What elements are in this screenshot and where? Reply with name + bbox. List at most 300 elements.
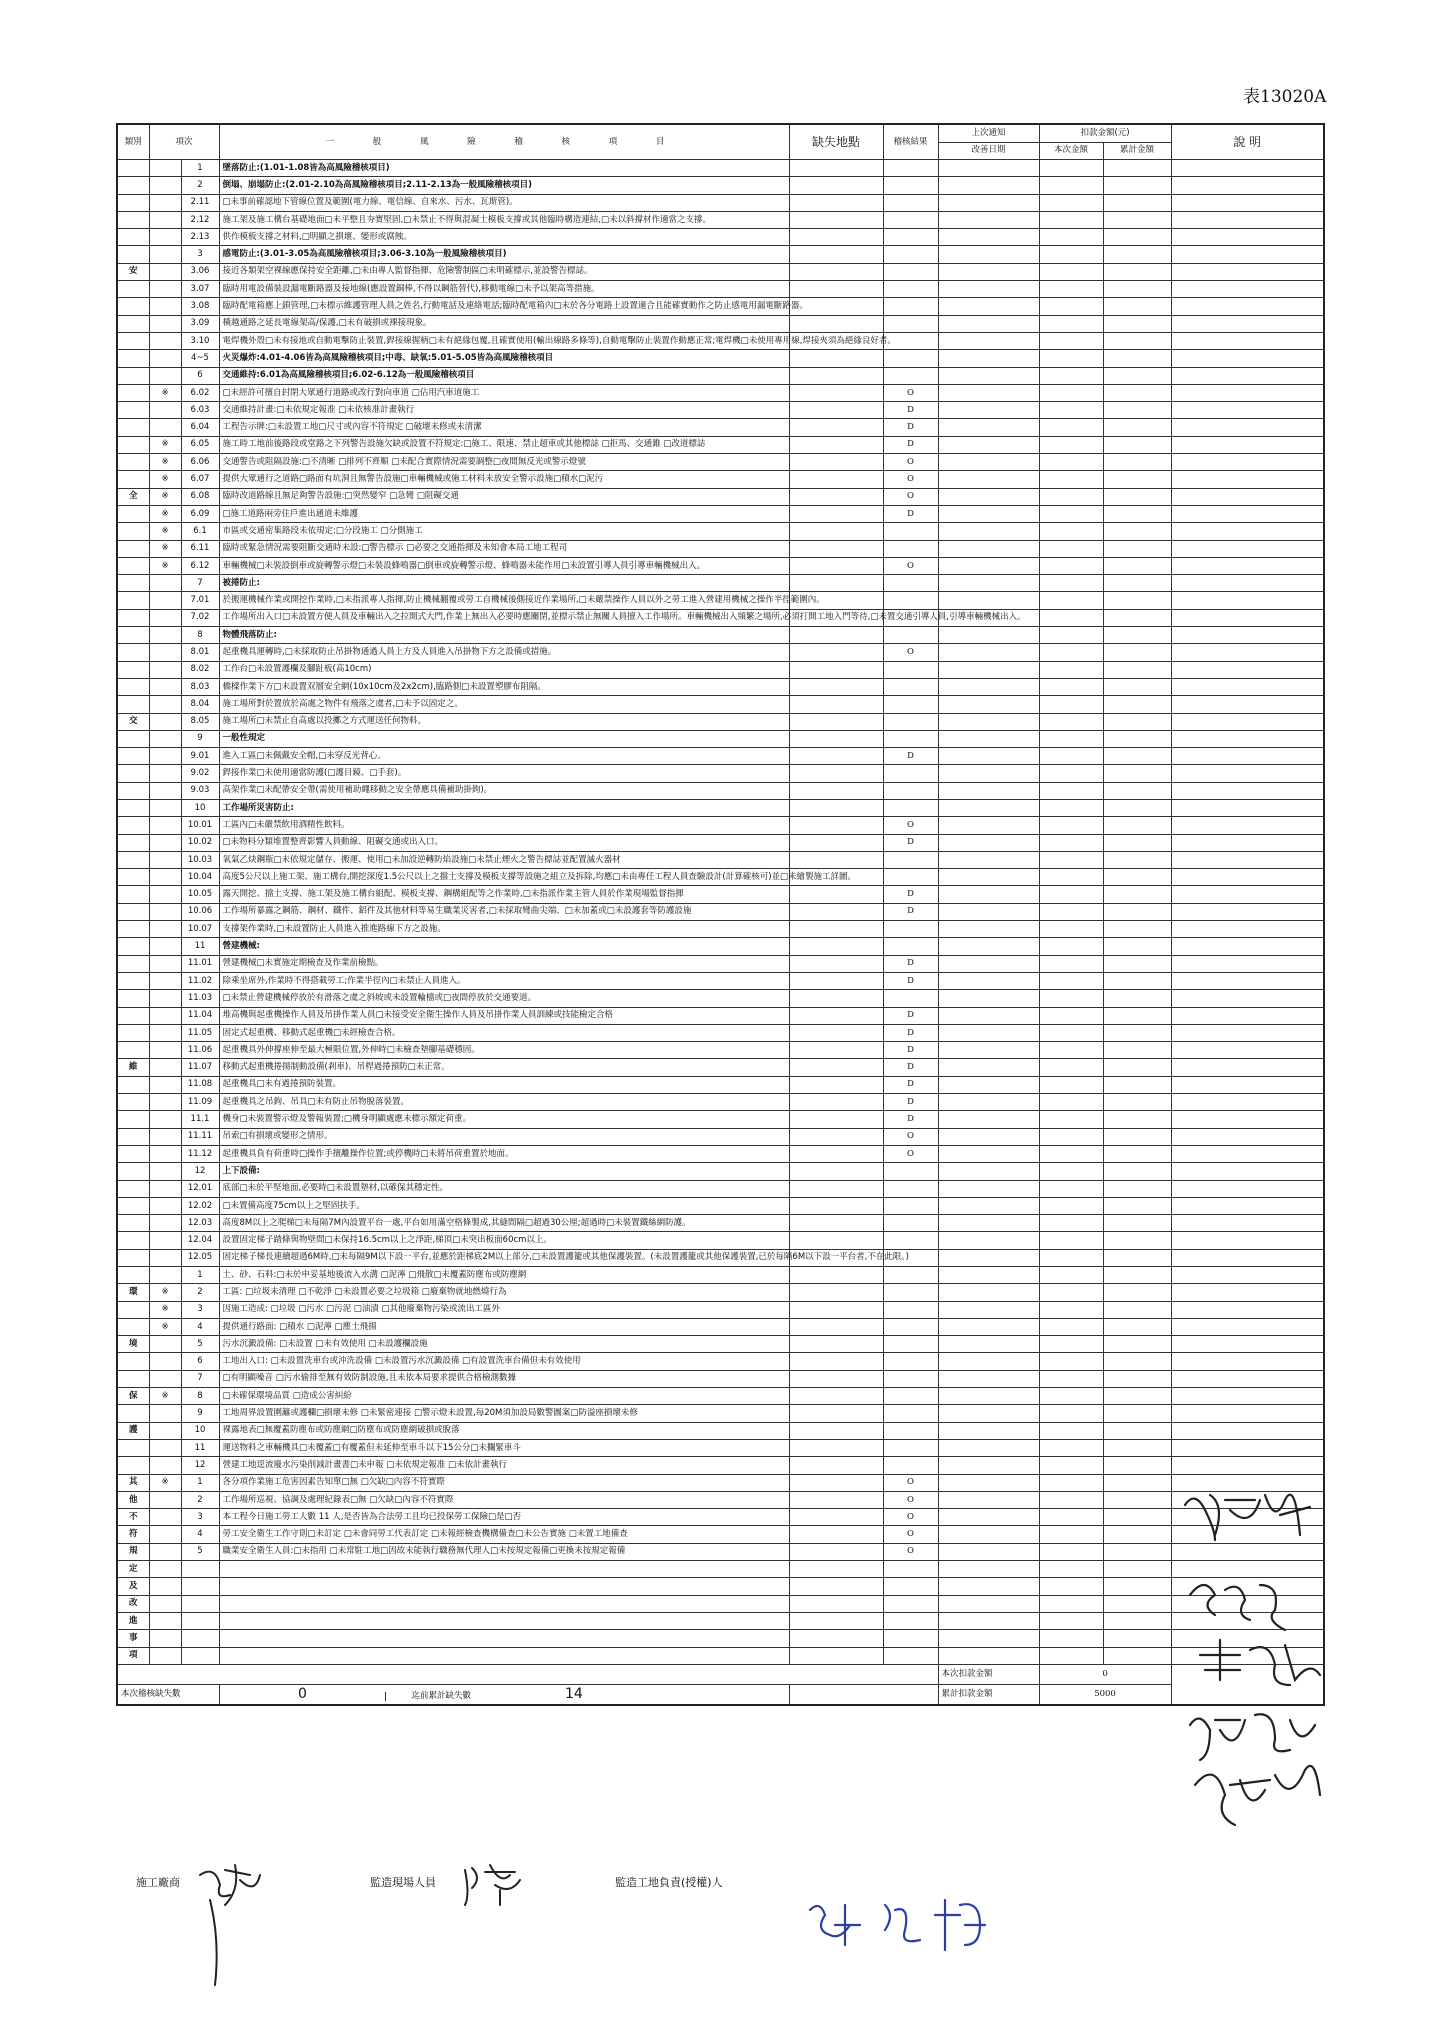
item-text-cell: 工作場所巡視、協調及處理紀錄表□無 □欠缺□內容不符實際 (219, 1491, 789, 1508)
defect-location-cell (789, 384, 883, 401)
this-amount-cell (1039, 1024, 1103, 1041)
mark-cell (149, 990, 181, 1007)
category-cell: 他 (117, 1491, 149, 1508)
item-code-cell: 11.07 (181, 1059, 219, 1076)
defect-location-cell (789, 246, 883, 263)
item-code-cell: 9.02 (181, 765, 219, 782)
category-cell: 事 (117, 1630, 149, 1647)
table-row (117, 263, 1324, 280)
improve-date-cell (938, 817, 1039, 834)
item-text-cell (219, 1561, 789, 1578)
item-text-cell: 露天開挖、擋土支撐、施工架及施工構台組配、模板支撐、鋼構組配等之作業時,□未指派作業主管人員於作業現場監督指揮 (219, 886, 789, 903)
audit-result-cell (883, 1561, 938, 1578)
defect-location-cell (789, 1388, 883, 1405)
category-cell (117, 1094, 149, 1111)
audit-result-cell (883, 1353, 938, 1370)
category-cell (117, 921, 149, 938)
improve-date-cell (938, 1145, 1039, 1162)
table-row (117, 229, 1324, 246)
item-code-cell: 11.01 (181, 955, 219, 972)
this-amount-cell (1039, 229, 1103, 246)
this-amount-cell (1039, 1249, 1103, 1266)
cumulative-amount-cell (1103, 730, 1171, 747)
cumulative-amount-cell (1103, 263, 1171, 280)
item-code-cell (181, 1578, 219, 1595)
defect-location-cell (789, 454, 883, 471)
improve-date-cell (938, 419, 1039, 436)
audit-result-cell (883, 281, 938, 298)
category-cell (117, 332, 149, 349)
improve-date-cell (938, 471, 1039, 488)
defect-location-cell (789, 402, 883, 419)
remarks-cell (1171, 471, 1324, 488)
this-amount-cell (1039, 1145, 1103, 1162)
mark-cell: ※ (149, 471, 181, 488)
category-cell (117, 1197, 149, 1214)
header-category: 類別 (117, 124, 149, 160)
improve-date-cell (938, 1439, 1039, 1456)
item-text-cell: 起重機具運轉時,□未採取防止吊掛物通過人員上方及人員進入吊掛物下方之設備或措施。 (219, 644, 789, 661)
defect-location-cell (789, 350, 883, 367)
table-row (117, 1578, 1324, 1595)
audit-result-cell: O (883, 817, 938, 834)
improve-date-cell (938, 1561, 1039, 1578)
this-amount-cell (1039, 1007, 1103, 1024)
item-code-cell: 6.07 (181, 471, 219, 488)
item-code-cell: 6.03 (181, 402, 219, 419)
remarks-cell (1171, 315, 1324, 332)
item-text-cell: 銲接作業□未使用適當防護(□護目鏡、□手套)。 (219, 765, 789, 782)
cumulative-amount-cell (1103, 229, 1171, 246)
contractor-signature (190, 1860, 270, 1990)
header-item: 項次 (149, 124, 219, 160)
improve-date-cell (938, 1388, 1039, 1405)
defect-location-cell (789, 229, 883, 246)
improve-date-cell (938, 281, 1039, 298)
mark-cell (149, 1007, 181, 1024)
improve-date-cell (938, 298, 1039, 315)
category-cell (117, 938, 149, 955)
cumulative-amount-cell (1103, 886, 1171, 903)
item-code-cell: 6 (181, 1353, 219, 1370)
mark-cell (149, 765, 181, 782)
table-row (117, 1405, 1324, 1422)
remarks-cell (1171, 1215, 1324, 1232)
remarks-cell (1171, 1336, 1324, 1353)
defect-location-cell (789, 1215, 883, 1232)
header-this-amount: 本次金額 (1039, 142, 1103, 160)
this-deduction-value: 0 (1039, 1664, 1171, 1684)
cumulative-amount-cell (1103, 1405, 1171, 1422)
header-row (117, 124, 1324, 142)
table-row (117, 678, 1324, 695)
audit-result-cell (883, 246, 938, 263)
audit-result-cell: D (883, 834, 938, 851)
audit-result-cell (883, 1336, 938, 1353)
audit-result-cell (883, 1439, 938, 1456)
cumulative-amount-cell (1103, 350, 1171, 367)
table-row (117, 436, 1324, 453)
header-defect-location: 缺失地點 (789, 124, 883, 160)
item-code-cell: 8.05 (181, 713, 219, 730)
item-code-cell: 6.06 (181, 454, 219, 471)
improve-date-cell (938, 627, 1039, 644)
this-amount-cell (1039, 557, 1103, 574)
remarks-cell (1171, 765, 1324, 782)
cumulative-amount-cell (1103, 315, 1171, 332)
this-amount-cell (1039, 1630, 1103, 1647)
mark-cell (149, 160, 181, 177)
this-amount-cell (1039, 1422, 1103, 1439)
item-code-cell: 11.04 (181, 1007, 219, 1024)
defect-location-cell (789, 1457, 883, 1474)
defect-location-cell (789, 436, 883, 453)
cumulative-amount-cell (1103, 955, 1171, 972)
item-text-cell: 設置固定梯子踏條與物壁間□未保持16.5cm以上之淨距,梯頂□未突出板面60cm以上。 (219, 1232, 789, 1249)
item-text-cell: 移動式起重機捲揚制動設備(剎車)、吊桿過捲預防□未正常。 (219, 1059, 789, 1076)
this-amount-cell (1039, 903, 1103, 920)
mark-cell (149, 1491, 181, 1508)
audit-result-cell (883, 1422, 938, 1439)
item-text-cell: 工地周界設置圍籬或護欄□損壞未修 □未緊密連接 □警示燈未設置,每20M須加設局數警圖案□防溢座損壞未修 (219, 1405, 789, 1422)
mark-cell (149, 1336, 181, 1353)
mark-cell (149, 1370, 181, 1387)
table-row (117, 938, 1324, 955)
item-code-cell: 6.02 (181, 384, 219, 401)
audit-result-cell (883, 1232, 938, 1249)
defect-location-cell (789, 1111, 883, 1128)
audit-result-cell (883, 575, 938, 592)
improve-date-cell (938, 1111, 1039, 1128)
item-text-cell: 交通警告或阻隔設施:□不清晰 □排列不齊順 □未配合實際情況需要調整□夜間無反光或警示燈號 (219, 454, 789, 471)
defect-location-cell (789, 367, 883, 384)
this-amount-cell (1039, 1561, 1103, 1578)
item-code-cell: 2.12 (181, 211, 219, 228)
item-code-cell: 6.05 (181, 436, 219, 453)
defect-location-cell (789, 765, 883, 782)
cumulative-amount-cell (1103, 661, 1171, 678)
mark-cell (149, 1180, 181, 1197)
category-cell (117, 281, 149, 298)
item-text-cell: □未經許可擅自封閉大眾通行道路或改行對向車道 □佔用汽車道施工 (219, 384, 789, 401)
audit-result-cell (883, 1388, 938, 1405)
audit-result-cell: O (883, 1526, 938, 1543)
item-code-cell: 11.08 (181, 1076, 219, 1093)
category-cell (117, 1405, 149, 1422)
audit-result-cell: O (883, 1474, 938, 1491)
defect-location-cell (789, 1180, 883, 1197)
item-code-cell: 7.02 (181, 609, 219, 626)
category-cell (117, 540, 149, 557)
mark-cell (149, 869, 181, 886)
audit-result-cell (883, 1370, 938, 1387)
improve-date-cell (938, 1405, 1039, 1422)
remarks-cell (1171, 1353, 1324, 1370)
header-remarks: 說 明 (1171, 124, 1324, 160)
item-text-cell: 氧氣乙炔鋼瓶□未依規定儲存、搬運、使用□未加設逆轉防焰設施□未禁止煙火之警告標誌並配置滅火器材 (219, 851, 789, 868)
mark-cell (149, 972, 181, 989)
cumulative-amount-cell (1103, 281, 1171, 298)
mark-cell (149, 955, 181, 972)
cumulative-amount-cell (1103, 1422, 1171, 1439)
item-code-cell: 4 (181, 1526, 219, 1543)
remarks-cell (1171, 350, 1324, 367)
audit-result-cell (883, 1163, 938, 1180)
defect-location-cell (789, 1370, 883, 1387)
table-row (117, 557, 1324, 574)
item-text-cell: 施工場所對於置放於高處之物件有飛落之虞者,□未予以固定之。 (219, 696, 789, 713)
audit-result-cell: O (883, 471, 938, 488)
table-row (117, 1336, 1324, 1353)
audit-result-cell (883, 592, 938, 609)
audit-result-cell (883, 298, 938, 315)
improve-date-cell (938, 229, 1039, 246)
table-row (117, 211, 1324, 228)
item-text-cell: 營建機械: (219, 938, 789, 955)
improve-date-cell (938, 592, 1039, 609)
audit-result-cell: O (883, 384, 938, 401)
mark-cell (149, 1249, 181, 1266)
category-cell (117, 765, 149, 782)
mark-cell (149, 1215, 181, 1232)
table-row (117, 1612, 1324, 1629)
category-cell (117, 575, 149, 592)
item-text-cell: 工區: □垃圾未清理 □不乾淨 □未設置必要之垃圾箱 □廢棄物就地燃燒行為 (219, 1284, 789, 1301)
defect-location-cell (789, 263, 883, 280)
remarks-cell (1171, 1405, 1324, 1422)
item-code-cell: 6.1 (181, 523, 219, 540)
table-row (117, 713, 1324, 730)
this-amount-cell (1039, 678, 1103, 695)
header-deduction: 扣款金額(元) (1039, 124, 1171, 142)
improve-date-cell (938, 263, 1039, 280)
mark-cell (149, 592, 181, 609)
audit-result-cell: D (883, 402, 938, 419)
mark-cell: ※ (149, 1388, 181, 1405)
table-row (117, 1232, 1324, 1249)
cumulative-amount-cell (1103, 644, 1171, 661)
improve-date-cell (938, 1267, 1039, 1284)
item-text-cell: 支撐架作業時,□未設置防止人員進入推進路線下方之設施。 (219, 921, 789, 938)
item-code-cell: 1 (181, 1267, 219, 1284)
defect-location-cell (789, 661, 883, 678)
item-text-cell: 提供大眾通行之道路□路面有坑洞且無警告設施□車輛機械或施工材料未放安全警示設施□積水□泥污 (219, 471, 789, 488)
item-code-cell: 10.01 (181, 817, 219, 834)
mark-cell: ※ (149, 1474, 181, 1491)
category-cell (117, 886, 149, 903)
improve-date-cell (938, 1284, 1039, 1301)
mark-cell (149, 799, 181, 816)
cumulative-amount-cell (1103, 1111, 1171, 1128)
defect-location-cell (789, 1267, 883, 1284)
defect-location-cell (789, 1353, 883, 1370)
table-row (117, 1561, 1324, 1578)
improve-date-cell (938, 454, 1039, 471)
table-row (117, 1509, 1324, 1526)
audit-result-cell (883, 661, 938, 678)
remarks-cell (1171, 1094, 1324, 1111)
remarks-cell (1171, 246, 1324, 263)
table-row (117, 817, 1324, 834)
cumulative-amount-cell (1103, 1474, 1171, 1491)
this-amount-cell (1039, 921, 1103, 938)
item-code-cell: 6.09 (181, 505, 219, 522)
cumulative-amount-cell (1103, 1630, 1171, 1647)
table-row (117, 488, 1324, 505)
cumulative-amount-cell (1103, 1267, 1171, 1284)
improve-date-cell (938, 1197, 1039, 1214)
remarks-cell (1171, 938, 1324, 955)
mark-cell (149, 1076, 181, 1093)
item-code-cell (181, 1647, 219, 1664)
audit-result-cell (883, 263, 938, 280)
cumulative-defect-label: 迄前累計缺失數 (385, 1692, 496, 1701)
audit-result-cell (883, 523, 938, 540)
audit-result-cell: O (883, 1491, 938, 1508)
item-text-cell: □施工道路兩旁住戶進出通道未維護 (219, 505, 789, 522)
category-cell (117, 1076, 149, 1093)
this-amount-cell (1039, 332, 1103, 349)
this-amount-cell (1039, 1076, 1103, 1093)
this-amount-cell (1039, 869, 1103, 886)
defect-location-cell (789, 921, 883, 938)
remarks-cell (1171, 402, 1324, 419)
remarks-cell (1171, 1163, 1324, 1180)
item-text-cell: 裸露地表□無覆蓋防塵布或防塵網□防塵布或防塵網破損或脫落 (219, 1422, 789, 1439)
table-row (117, 1301, 1324, 1318)
remarks-cell (1171, 1042, 1324, 1059)
mark-cell (149, 1509, 181, 1526)
table-row (117, 402, 1324, 419)
site-head-signature (805, 1890, 1005, 1960)
audit-result-cell (883, 177, 938, 194)
mark-cell (149, 177, 181, 194)
category-cell (117, 194, 149, 211)
table-row (117, 1111, 1324, 1128)
audit-result-cell: O (883, 1509, 938, 1526)
mark-cell (149, 903, 181, 920)
remarks-cell (1171, 332, 1324, 349)
defect-location-cell (789, 1076, 883, 1093)
this-amount-cell (1039, 990, 1103, 1007)
remarks-cell (1171, 869, 1324, 886)
remarks-cell (1171, 817, 1324, 834)
this-amount-cell (1039, 177, 1103, 194)
cumulative-amount-cell (1103, 1578, 1171, 1595)
mark-cell: ※ (149, 505, 181, 522)
remarks-cell (1171, 419, 1324, 436)
mark-cell: ※ (149, 523, 181, 540)
item-text-cell: 勞工安全衛生工作守則□未訂定 □未會同勞工代表訂定 □未報經檢查機構備查□未公告實施 □未置工地備查 (219, 1526, 789, 1543)
improve-date-cell (938, 1595, 1039, 1612)
remarks-cell (1171, 834, 1324, 851)
defect-location-cell (789, 678, 883, 695)
cumulative-amount-cell (1103, 471, 1171, 488)
cumulative-amount-cell (1103, 1042, 1171, 1059)
category-cell (117, 1232, 149, 1249)
audit-result-cell (883, 1318, 938, 1335)
category-cell (117, 1353, 149, 1370)
this-amount-cell (1039, 436, 1103, 453)
cumulative-amount-cell (1103, 748, 1171, 765)
mark-cell (149, 315, 181, 332)
remarks-cell (1171, 211, 1324, 228)
cumulative-amount-cell (1103, 436, 1171, 453)
cumulative-amount-cell (1103, 1024, 1171, 1041)
item-text-cell: 高度8M以上之爬梯□未每隔7M內設置平台一處,平台如用滿空格條製成,其縫間隔□超過30公厘;超過時□未裝置鐵絲網防護。 (219, 1215, 789, 1232)
item-text-cell: 固定梯子梯長連續超過6M時,□未每隔9M以下設一平台,並應於距梯底2M以上部分,□未設置護籠或其他保護裝置。(未設置護籠或其他保護裝置,已於每隔6M以下設一平台者,不在此限。) (219, 1249, 789, 1266)
audit-result-cell: O (883, 1543, 938, 1560)
item-code-cell: 11 (181, 938, 219, 955)
improve-date-cell (938, 1215, 1039, 1232)
table-row (117, 869, 1324, 886)
item-text-cell: 起重機具負有荷重時□操作手擅離操作位置;或停機時□未將吊荷重置於地面。 (219, 1145, 789, 1162)
category-cell (117, 1439, 149, 1456)
improve-date-cell (938, 246, 1039, 263)
item-code-cell: 3.10 (181, 332, 219, 349)
item-code-cell: 12.05 (181, 1249, 219, 1266)
item-text-cell: 固定式起重機、移動式起重機□未經檢查合格。 (219, 1024, 789, 1041)
improve-date-cell (938, 1630, 1039, 1647)
item-code-cell: 12.01 (181, 1180, 219, 1197)
category-cell: 境 (117, 1336, 149, 1353)
header-audit-result: 稽核結果 (883, 124, 938, 160)
this-amount-cell (1039, 523, 1103, 540)
improve-date-cell (938, 211, 1039, 228)
item-code-cell: 10.02 (181, 834, 219, 851)
audit-result-cell: O (883, 454, 938, 471)
cumulative-amount-cell (1103, 1059, 1171, 1076)
item-code-cell: 8.03 (181, 678, 219, 695)
defect-location-cell (789, 730, 883, 747)
item-code-cell: 10.03 (181, 851, 219, 868)
table-row (117, 765, 1324, 782)
mark-cell (149, 263, 181, 280)
this-amount-cell (1039, 454, 1103, 471)
table-row (117, 332, 1324, 349)
mark-cell (149, 886, 181, 903)
table-row (117, 592, 1324, 609)
table-row (117, 782, 1324, 799)
improve-date-cell (938, 177, 1039, 194)
category-cell (117, 869, 149, 886)
item-text-cell: □未置備高度75cm以上之堅固扶手。 (219, 1197, 789, 1214)
audit-result-cell: D (883, 1024, 938, 1041)
item-text-cell: 交通維持:6.01為高風險稽核項目;6.02-6.12為一般風險稽核項目 (219, 367, 789, 384)
table-row (117, 627, 1324, 644)
item-text-cell (219, 1612, 789, 1629)
this-amount-cell (1039, 1336, 1103, 1353)
remarks-cell (1171, 1422, 1324, 1439)
cumulative-amount-cell (1103, 1249, 1171, 1266)
this-amount-cell (1039, 696, 1103, 713)
improve-date-cell (938, 540, 1039, 557)
table-row (117, 903, 1324, 920)
improve-date-cell (938, 1232, 1039, 1249)
audit-result-cell: D (883, 1059, 938, 1076)
item-code-cell: 3 (181, 1301, 219, 1318)
item-text-cell: 施工場所□未禁止自高處以投擲之方式運送任何物料。 (219, 713, 789, 730)
category-cell (117, 471, 149, 488)
improve-date-cell (938, 194, 1039, 211)
improve-date-cell (938, 1422, 1039, 1439)
audit-result-cell (883, 782, 938, 799)
category-cell: 項 (117, 1647, 149, 1664)
this-amount-cell (1039, 575, 1103, 592)
table-row (117, 315, 1324, 332)
defect-location-cell (789, 1439, 883, 1456)
item-text-cell: 高度5公尺以上施工架、施工構台,開挖深度1.5公尺以上之擋土支撐及模板支撐等設施之組立及拆除,均應□未由專任工程人員查驗設計(計算確核可)並□未繪製施工詳圖。 (219, 869, 789, 886)
